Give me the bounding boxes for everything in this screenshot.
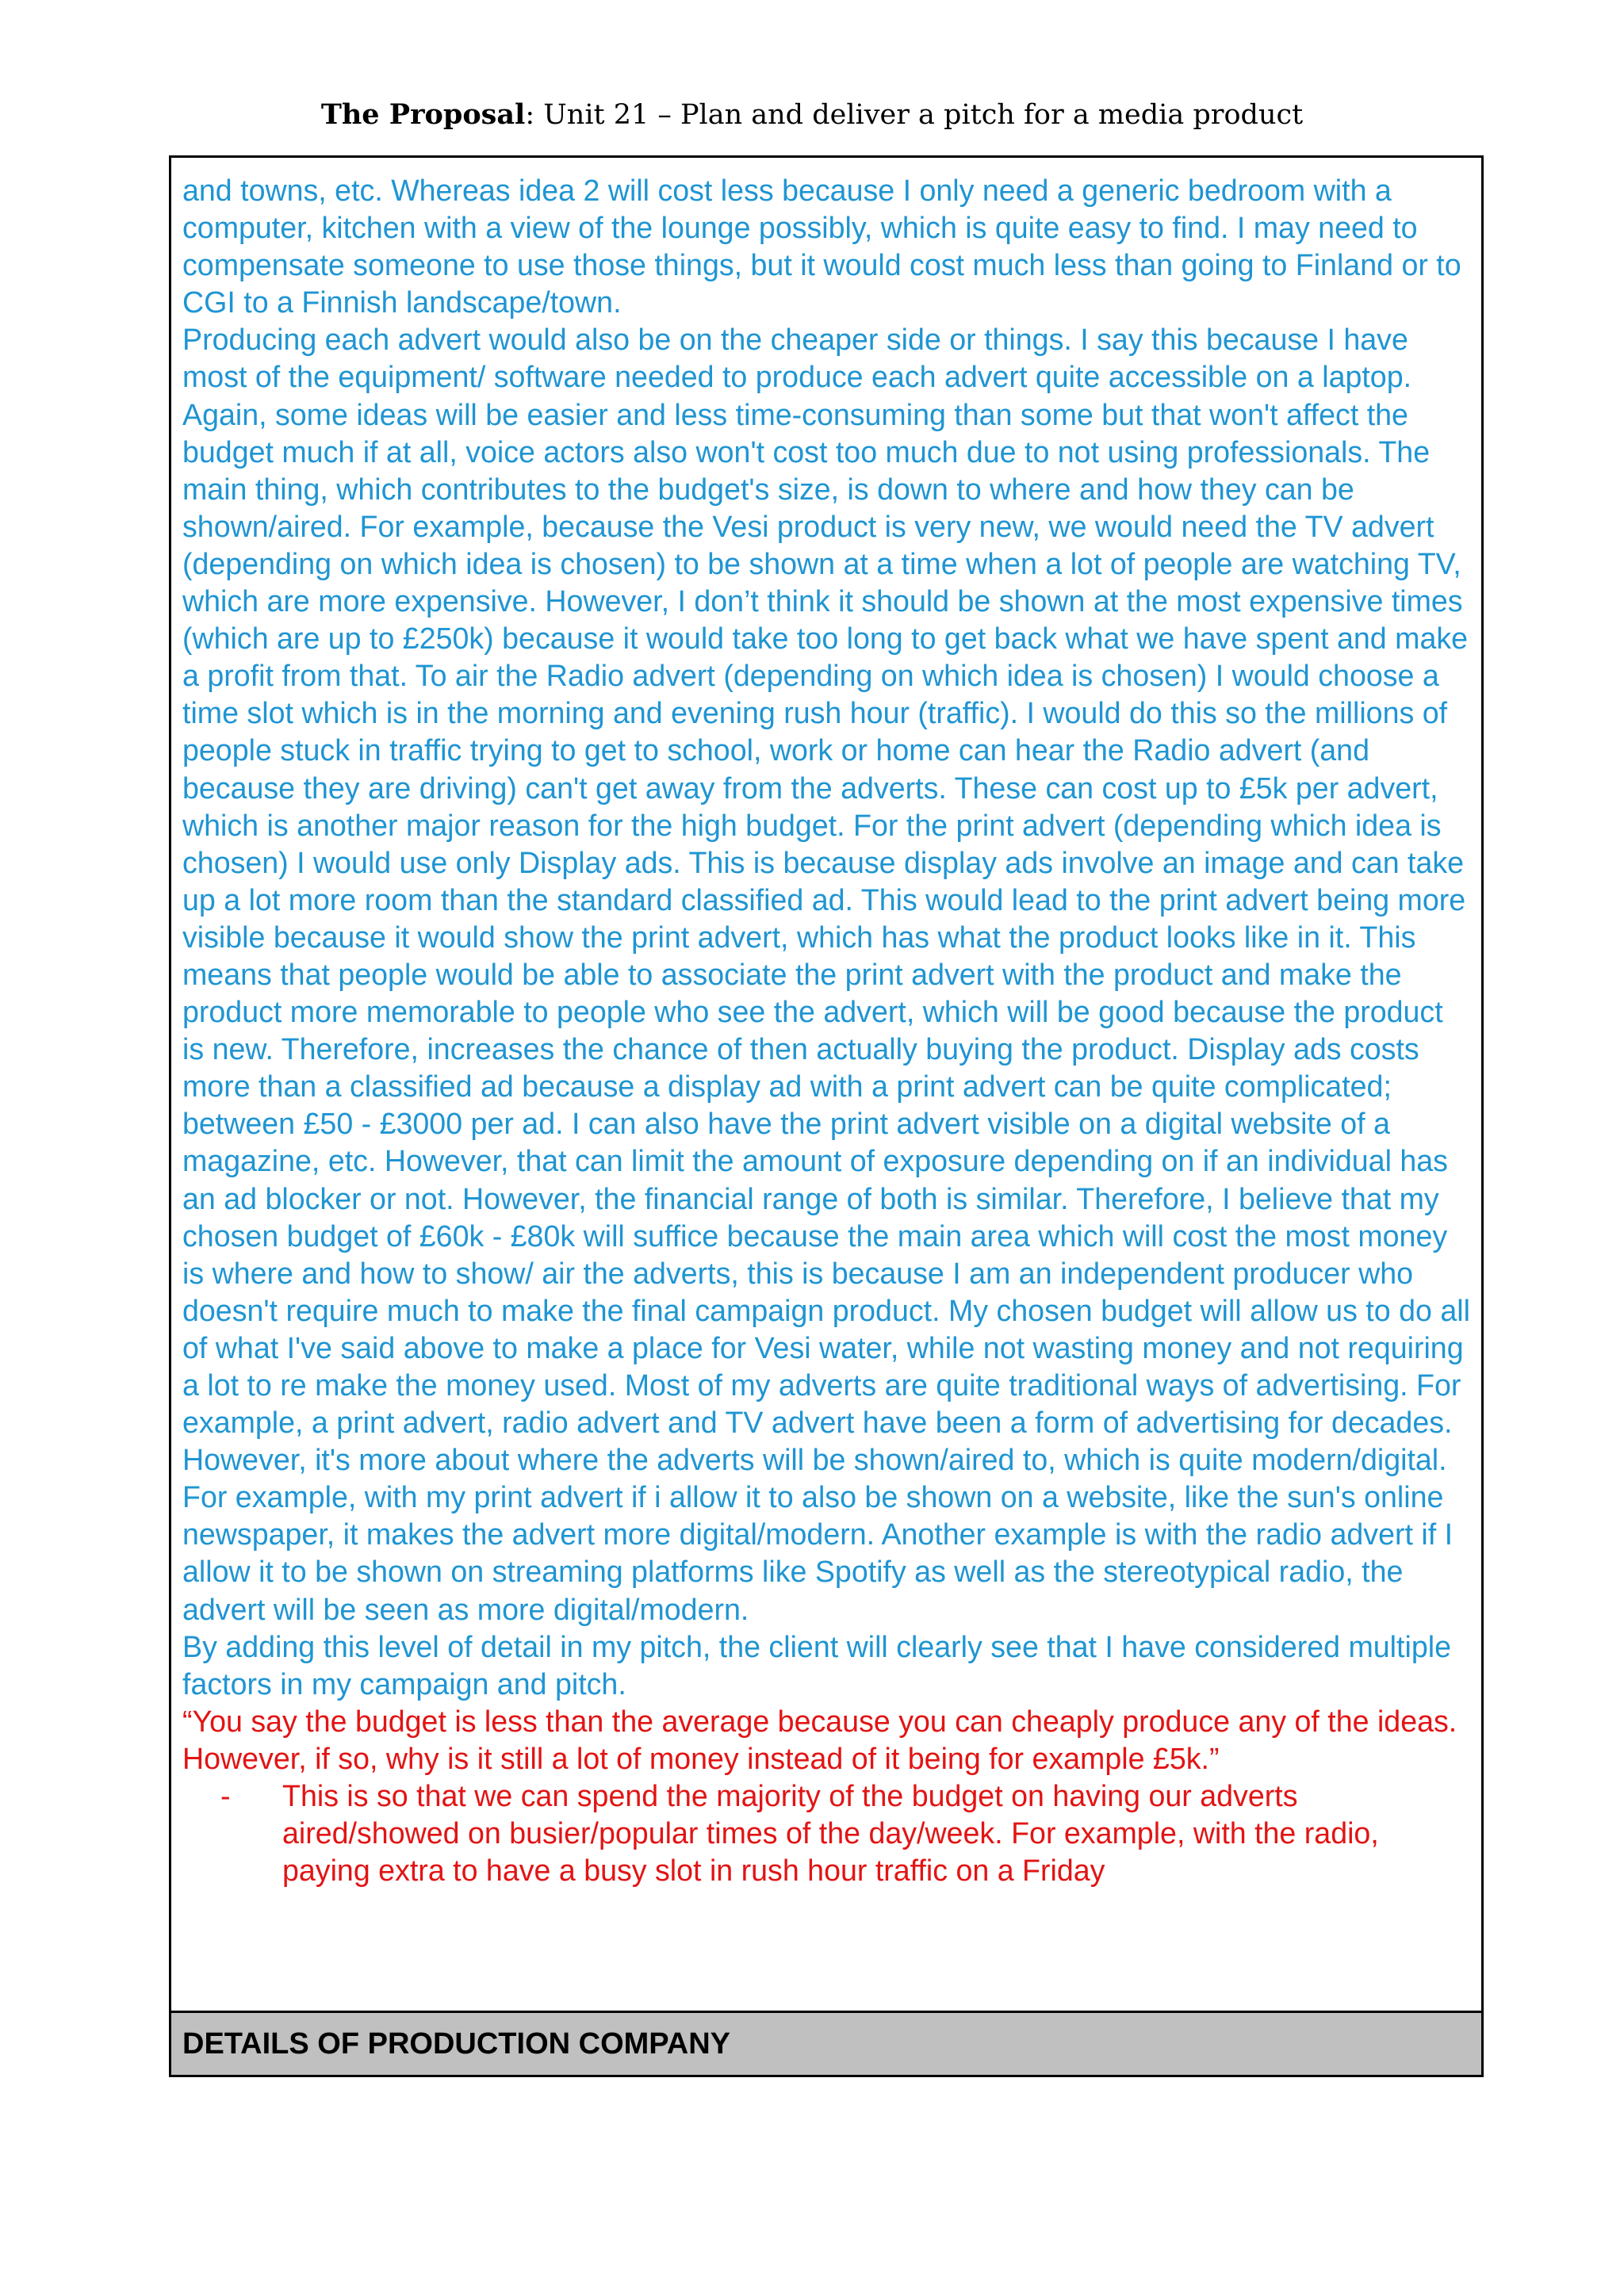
page-header — [0, 95, 1624, 135]
feedback-answer-dash: - — [220, 1779, 231, 1813]
page-header-title-rest: : Unit 21 – Plan and deliver a pitch for a media product — [525, 99, 1304, 131]
body-paragraph-1: and towns, etc. Whereas idea 2 will cost less because I only need a generic bedroom with a computer, kitchen with a view of the lounge possibly, which is quite easy to find. I may need to compensate someone to use those things, but it would cost much less than going to Finland or to CGI to a Finnish landscape/town. — [182, 174, 1461, 320]
proposal-content-cell — [171, 158, 1481, 2013]
feedback-question: “You say the budget is less than the average because you can cheaply produce any of the ideas. However, if so, why is it still a lot of money instead of it being for example £5k.” — [182, 1704, 1457, 1775]
proposal-table — [169, 155, 1484, 2077]
body-paragraph-3: By adding this level of detail in my pitch, the client will clearly see that I have considered multiple factors in my campaign and pitch. — [182, 1629, 1451, 1701]
section-heading-production-company: DETAILS OF PRODUCTION COMPANY — [171, 2013, 1481, 2075]
page-header-title-bold: The Proposal — [320, 98, 526, 131]
feedback-answer — [182, 1777, 1472, 1889]
body-paragraph-2: Producing each advert would also be on the cheaper side or things. I say this because I have most of the equipment/ software needed to produce each advert quite accessible on a laptop. Again, some ideas will be easier and less time-consuming than some but that won't affect the budget much if at all, voice actors also won't cost too much due to not using professionals. The main thing, which contributes to the budget's size, is down to where and how they can be shown/aired. For example, because the Vesi product is very new, we would need the TV advert (depending on which idea is chosen) to be shown at a time when a lot of people are watching TV, which are more expensive. However, I don’t think it should be shown at the most expensive times (which are up to £250k) because it would take too long to get back what we have spent and make a profit from that. To air the Radio advert (depending on which idea is chosen) I would choose a time slot which is in the morning and evening rush hour (traffic). I would do this so the millions of people stuck in traffic trying to get to school, work or home can hear the Radio advert (and because they are driving) can't get away from the adverts. These can cost up to £5k per advert, which is another major reason for the high budget. For the print advert (depending which idea is chosen) I would use only Display ads. This is because display ads involve an image and can take up a lot more room than the standard classified ad. This would lead to the print advert being more visible because it would show the print advert, which has what the product looks like in it. This means that people would be able to associate the print advert with the product and make the product more memorable to people who see the advert, which will be good because the product is new. Therefore, increases the chance of then actually buying the product. Display ads costs more than a classified ad because a display ad with a print advert can be quite complicated; between £50 - £3000 per ad. I can also have the print advert visible on a digital website of a magazine, etc. However, that can limit the amount of exposure depending on if an individual has an ad blocker or not. However, the financial range of both is similar. Therefore, I believe that my chosen budget of £60k - £80k will suffice because the main area which will cost the most money is where and how to show/ air the adverts, this is because I am an independent producer who doesn't require much to make the final campaign product. My chosen budget will allow us to do all of what I've said above to make a place for Vesi water, while not wasting money and not requiring a lot to re make the money used. Most of my adverts are quite traditional ways of advertising. For example, a print advert, radio advert and TV advert have been a form of advertising for decades. However, it's more about where the adverts will be shown/aired to, which is quite modern/digital. For example, with my print advert if i allow it to also be shown on a website, like the sun's online newspaper, it makes the advert more digital/modern. Another example is with the radio advert if I allow it to be shown on streaming platforms like Spotify as well as the stereotypical radio, the advert will be seen as more digital/modern. — [182, 323, 1470, 1626]
feedback-answer-text: This is so that we can spend the majority of the budget on having our adverts aired/showed on busier/popular times of the day/week. For example, with the radio, paying extra to have a busy slot in rush hour traffic on a Friday — [282, 1779, 1379, 1888]
